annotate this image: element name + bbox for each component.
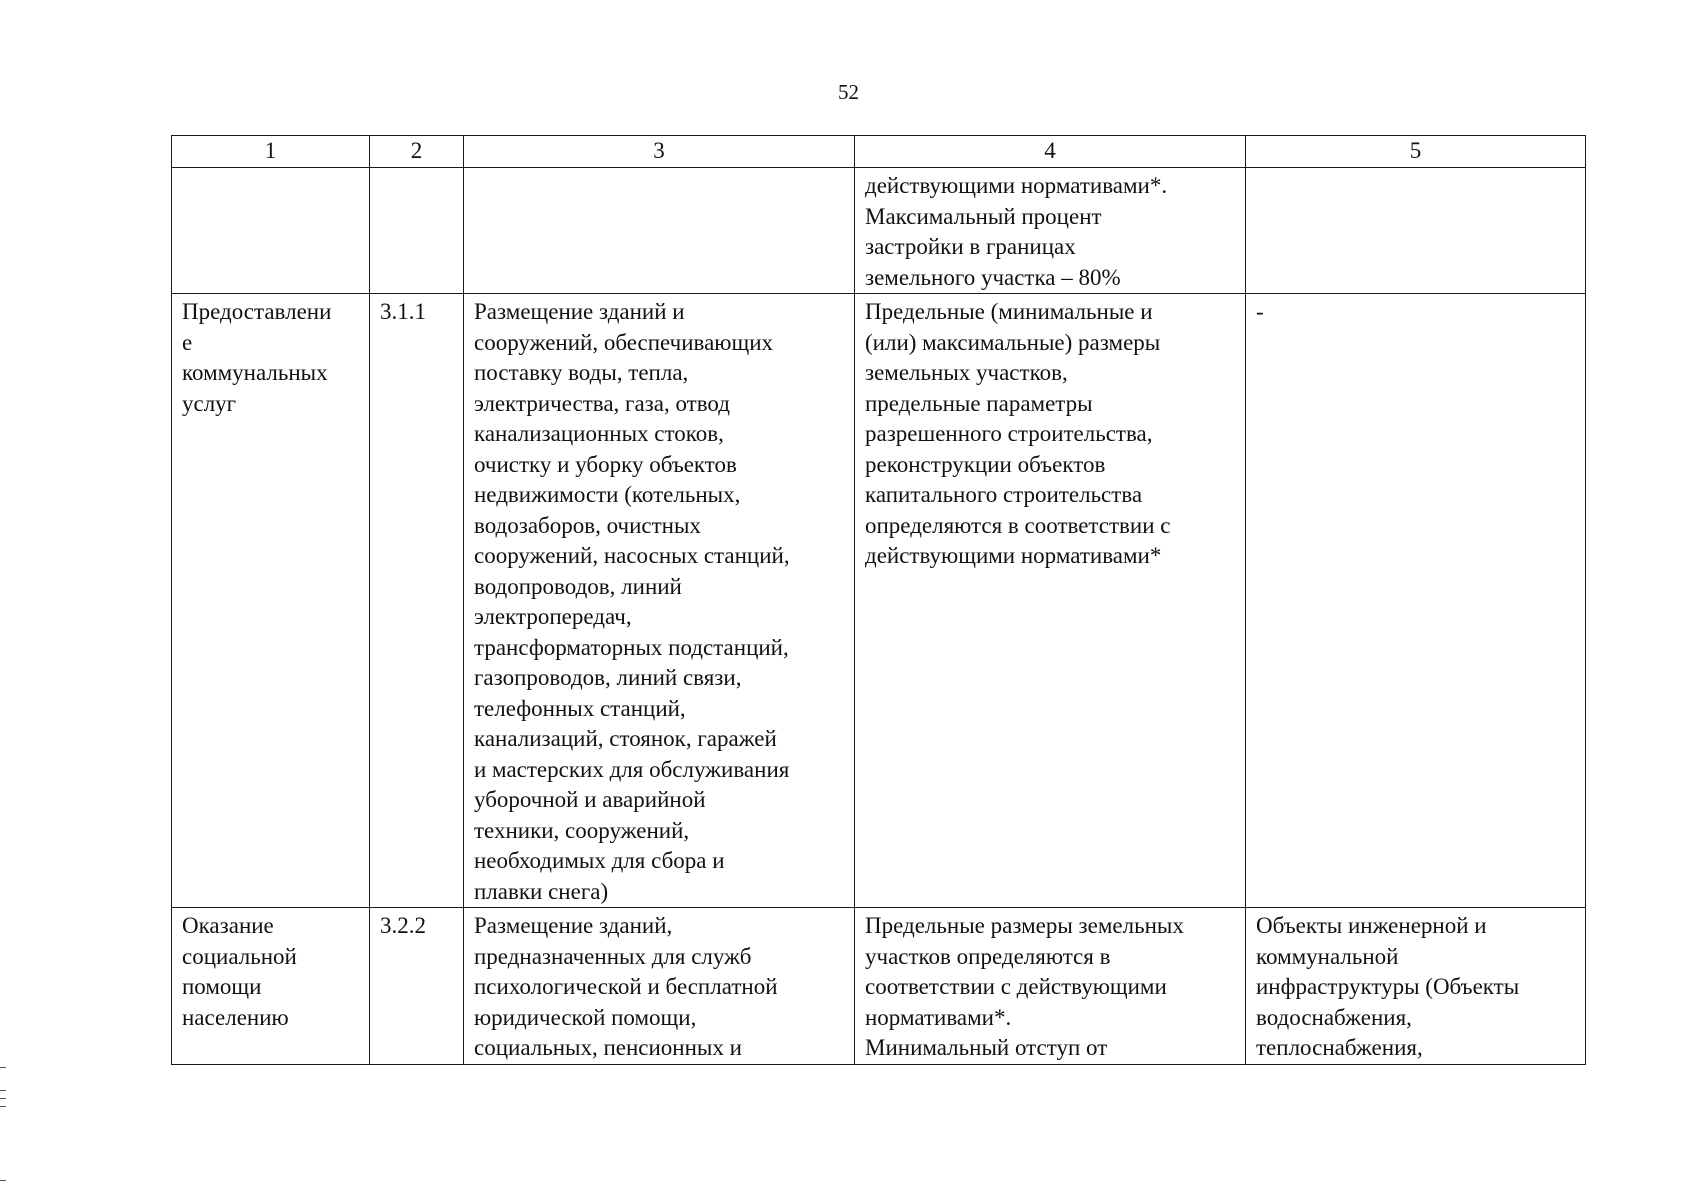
zoning-table: [171, 135, 1586, 1065]
table-row-communal-services: [172, 294, 1586, 908]
cell-auxiliary: Объекты инженерной и коммунальной инфраструктуры (Объекты водоснабжения, теплоснабжения,: [1246, 908, 1586, 1065]
cell-description: Размещение зданий, предназначенных для служб психологической и бесплатной юридической помощи, социальных, пенсионных и: [464, 908, 855, 1065]
cell-description: Размещение зданий и сооружений, обеспечивающих поставку воды, тепла, электричества, газа, отвод канализационных стоков, очистку и уборку объектов недвижимости (котельных, водозаборов, очистных сооружений, насосных станций, водопроводов, линий электропередач, трансформаторных подстанций, газопроводов, линий связи, телефонных станций, канализаций, стоянок, гаражей и мастерских для обслуживания уборочной и аварийной техники, сооружений, необходимых для сбора и плавки снега): [464, 294, 855, 908]
cell-type-name: Оказание социальной помощи населению: [172, 908, 370, 1065]
cell-code: 3.1.1: [370, 294, 464, 908]
cell-auxiliary: [1246, 168, 1586, 294]
header-col-4: 4: [855, 136, 1246, 168]
header-col-1: 1: [172, 136, 370, 168]
scan-edge-mark: [0, 1090, 6, 1091]
cell-description: [464, 168, 855, 294]
cell-code: [370, 168, 464, 294]
page-number: 52: [838, 80, 859, 104]
scan-edge-mark: [0, 1098, 6, 1099]
cell-parameters: действующими нормативами*. Максимальный процент застройки в границах земельного участка – 80%: [855, 168, 1246, 294]
scan-edge-mark: [0, 1180, 6, 1181]
table-row-social-assistance: [172, 908, 1586, 1065]
cell-type-name: Предоставлени е коммунальных услуг: [172, 294, 370, 908]
cell-parameters: Предельные размеры земельных участков определяются в соответствии с действующими нормативами*. Минимальный отступ от: [855, 908, 1246, 1065]
cell-parameters: Предельные (минимальные и (или) максимальные) размеры земельных участков, предельные параметры разрешенного строительства, реконструкции объектов капитального строительства определяются в соответствии с действующими нормативами*: [855, 294, 1246, 908]
scan-edge-mark: [0, 1067, 6, 1068]
cell-auxiliary: -: [1246, 294, 1586, 908]
cell-code: 3.2.2: [370, 908, 464, 1065]
table-row-continuation: [172, 168, 1586, 294]
scan-edge-mark: [0, 1106, 6, 1107]
header-col-5: 5: [1246, 136, 1586, 168]
header-col-3: 3: [464, 136, 855, 168]
table-header-row: [172, 136, 1586, 168]
cell-type-name: [172, 168, 370, 294]
header-col-2: 2: [370, 136, 464, 168]
